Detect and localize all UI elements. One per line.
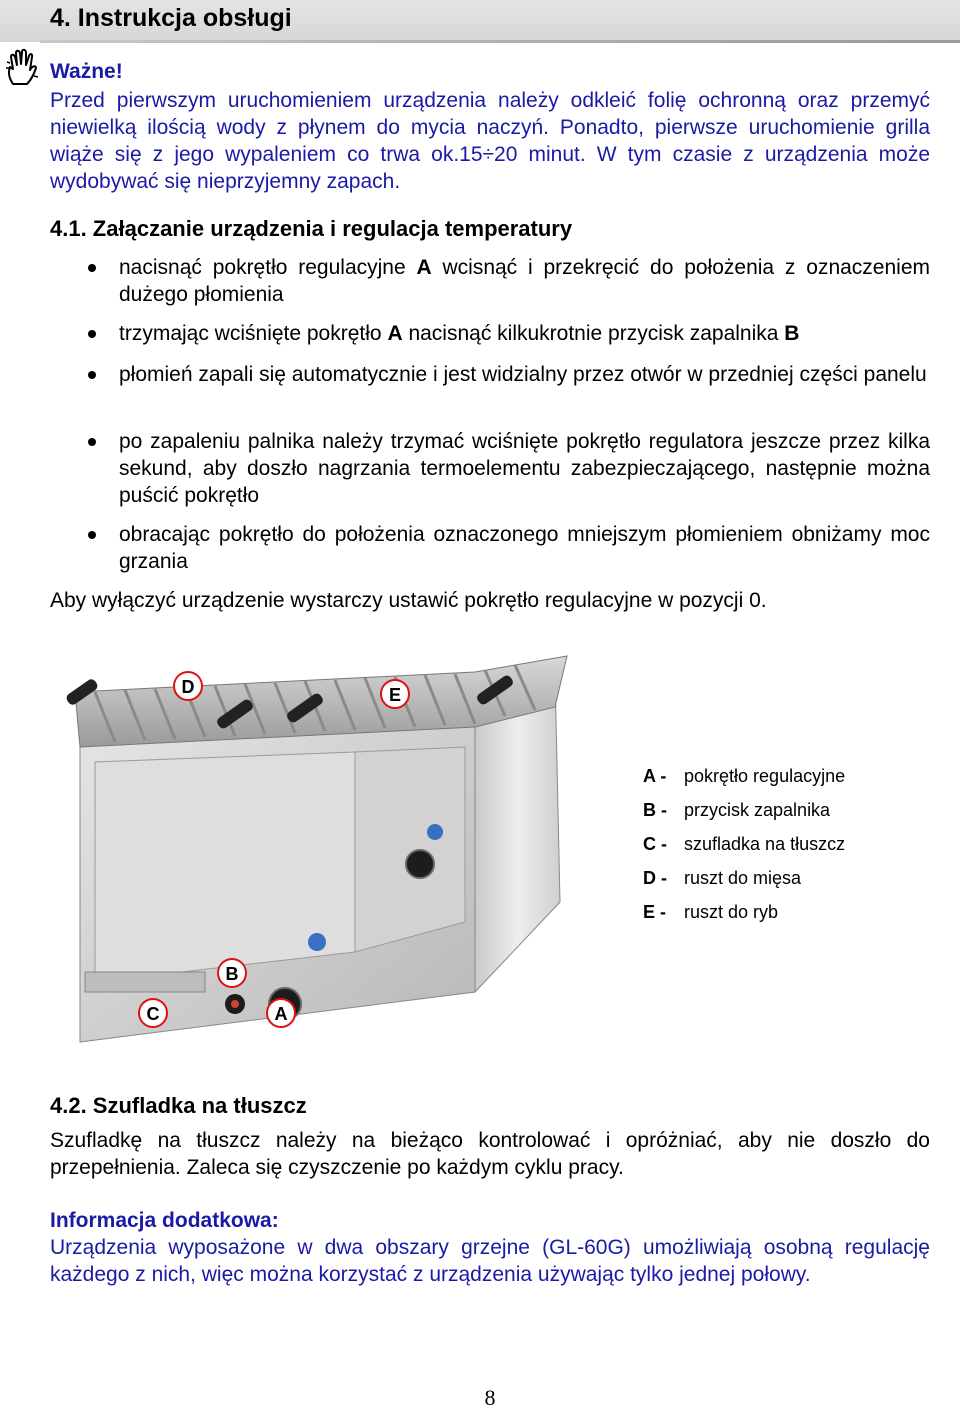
page-number: 8 [484,1385,496,1410]
legend-item: D - ruszt do mięsa [643,868,802,888]
bullet-icon [88,264,96,272]
callout-b: B [225,964,239,984]
figure-legend [643,766,845,936]
callout-a: A [274,1004,288,1024]
page-title: 4. Instrukcja obsługi [50,4,292,32]
legend-item: A - pokrętło regulacyjne [643,766,846,786]
list-item-text: po zapaleniu palnika należy trzymać wciśnięte pokrętło regulatora jeszcze przez kilka sekund, aby doszło nagrzania termoelementu zabezpieczającego, następnie można puścić pokrętło [119,430,930,507]
section-body: Szufladkę na tłuszcz należy na bieżąco kontrolować i opróżniać, aby nie doszło do przepełnienia. Zaleca się czyszczenie po każdym cyklu pracy. [50,1129,930,1179]
info-title: Informacja dodatkowa: [50,1209,279,1232]
grill-photo [55,652,575,1062]
list-item-text: trzymając wciśnięte pokrętło A nacisnąć kilkukrotnie przycisk zapalnika B [119,322,800,345]
warning-body: Przed pierwszym uruchomieniem urządzenia należy odkleić folię ochronną oraz przemyć niewielką ilością wody z płynem do mycia naczyń. Ponadto, pierwsze uruchomienie grilla wiąże się z jego wypaleniem co trwa ok.15÷20 minut. W tym czasie z urządzenia może wydobywać się nieprzyjemny zapach. [50,89,930,193]
header-divider [40,40,960,43]
legend-item: E - ruszt do ryb [643,902,779,922]
section-title: 4.1. Załączanie urządzenia i regulacja temperatury [50,216,573,241]
section-title: 4.2. Szufladka na tłuszcz [50,1093,307,1118]
bullet-icon [88,330,96,338]
list-item-text: nacisnąć pokrętło regulacyjne A wcisnąć i przekręcić do położenia z oznaczeniem dużego płomienia [119,256,930,306]
bullet-icon [88,438,96,446]
callout-e: E [388,685,402,705]
legend-item: B - przycisk zapalnika [643,800,831,820]
info-body: Urządzenia wyposażone w dwa obszary grzejne (GL-60G) umożliwiają osobną regulację każdego z nich, więc można korzystać z urządzenia używając tylko jednej połowy. [50,1236,930,1286]
hand-icon [4,48,40,88]
legend-item: C - szufladka na tłuszcz [643,834,846,854]
callout-d: D [181,677,195,697]
list-item-text: płomień zapali się automatycznie i jest widzialny przez otwór w przedniej części panelu [119,363,927,386]
closing-text: Aby wyłączyć urządzenie wystarczy ustawić pokrętło regulacyjne w pozycji 0. [50,589,767,612]
bullet-icon [88,531,96,539]
bullet-icon [88,371,96,379]
list-item-text: obracając pokrętło do położenia oznaczonego mniejszym płomieniem obniżamy moc grzania [119,523,930,573]
callout-c: C [146,1004,160,1024]
warning-title: Ważne! [50,60,123,83]
